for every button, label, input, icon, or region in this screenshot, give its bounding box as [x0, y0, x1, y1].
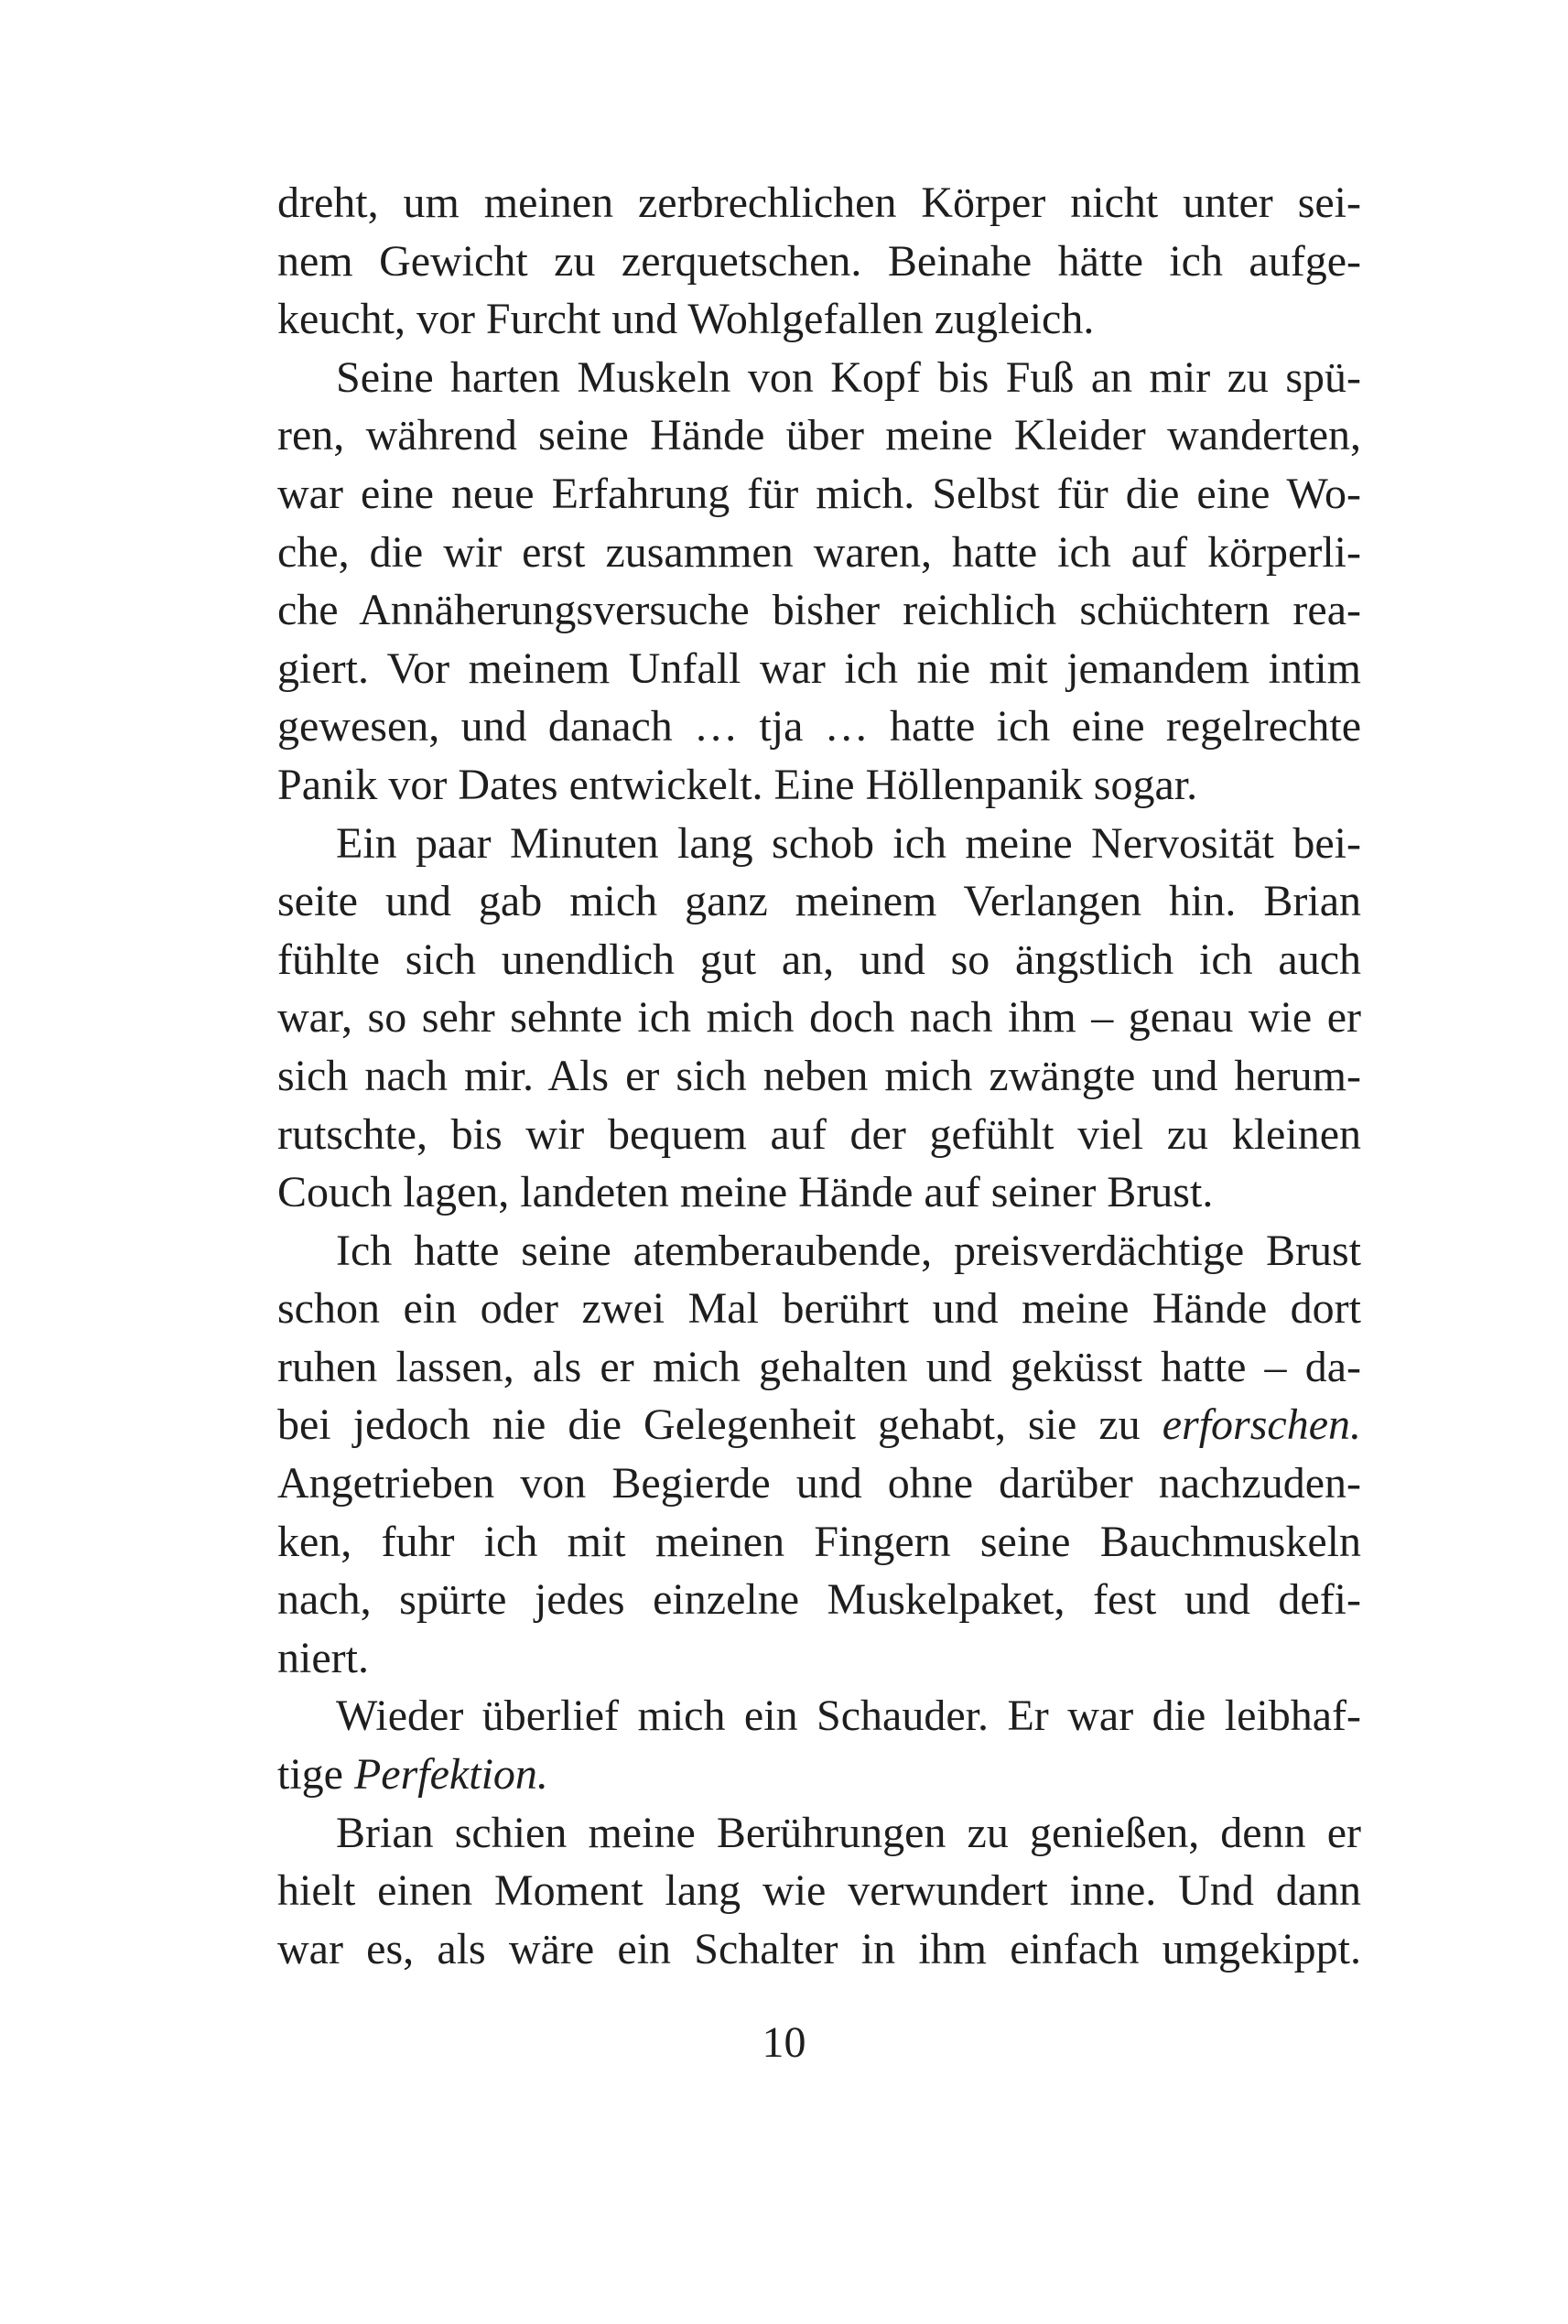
paragraph — [277, 349, 1361, 815]
page-number: 10 — [762, 2018, 806, 2067]
text-line: Ich hatte seine atemberaubende, preisverdächtige Brust — [336, 1226, 1361, 1275]
text-line: rutschte, bis wir bequem auf der gefühlt viel zu kleinen — [277, 1109, 1361, 1159]
paragraph — [277, 174, 1361, 349]
text-line: Panik vor Dates entwickelt. Eine Höllenpanik sogar. — [277, 760, 1198, 809]
body-text — [277, 174, 1361, 1978]
text-line: ken, fuhr ich mit meinen Fingern seine Bauchmuskeln — [277, 1517, 1361, 1566]
text-line: ren, während seine Hände über meine Kleider wanderten, — [277, 411, 1361, 460]
text-line: hielt einen Moment lang wie verwundert inne. Und dann — [277, 1866, 1361, 1916]
emphasis-text: erforschen. — [1162, 1400, 1361, 1450]
text-line: fühlte sich unendlich gut an, und so ängstlich ich auch — [277, 935, 1361, 984]
text-line: che, die wir erst zusammen waren, hatte ich auf körperli- — [277, 527, 1361, 577]
emphasis-text: Perfektion. — [353, 1750, 548, 1800]
text-line: che Annäherungsversuche bisher reichlich schüchtern rea- — [277, 586, 1361, 635]
text-line: war eine neue Erfahrung für mich. Selbst für die eine Wo- — [277, 469, 1361, 518]
paragraph — [277, 1687, 1361, 1803]
text-line: Ein paar Minuten lang schob ich meine Nervosität bei- — [336, 818, 1361, 868]
text-line: war es, als wäre ein Schalter in ihm einfach umgekippt. — [277, 1924, 1361, 1973]
text-line — [277, 1746, 1361, 1804]
text-line: sich nach mir. Als er sich neben mich zwängte und herum- — [277, 1051, 1361, 1100]
text-line: giert. Vor meinem Unfall war ich nie mit jemandem intim — [277, 643, 1361, 693]
text-line: gewesen, und danach … tja … hatte ich eine regelrechte — [277, 702, 1361, 751]
text-line: dreht, um meinen zerbrechlichen Körper nicht unter sei- — [277, 178, 1361, 227]
text-line-roman: tige — [277, 1750, 354, 1800]
text-line: nem Gewicht zu zerquetschen. Beinahe hätte ich aufge- — [277, 236, 1361, 286]
text-line-roman: bei jedoch nie die Gelegenheit gehabt, sie zu — [277, 1400, 1162, 1450]
text-line: war, so sehr sehnte ich mich doch nach ihm – genau wie er — [277, 993, 1361, 1043]
text-line: seite und gab mich ganz meinem Verlangen hin. Brian — [277, 877, 1361, 926]
text-line: nach, spürte jedes einzelne Muskelpaket, fest und defi- — [277, 1575, 1361, 1625]
text-line: niert. — [277, 1633, 369, 1682]
paragraph — [277, 1222, 1361, 1688]
paragraph — [277, 1804, 1361, 1979]
text-line: ruhen lassen, als er mich gehalten und geküsst hatte – da- — [277, 1342, 1361, 1391]
text-line: Angetrieben von Begierde und ohne darüber nachzuden- — [277, 1459, 1361, 1508]
text-line: Wieder überlief mich ein Schauder. Er war die leibhaf- — [336, 1692, 1361, 1741]
text-line — [277, 1396, 1361, 1454]
paragraph — [277, 815, 1361, 1222]
text-line: keucht, vor Furcht und Wohlgefallen zugleich. — [277, 295, 1095, 344]
text-line: Brian schien meine Berührungen zu genießen, denn er — [336, 1808, 1361, 1857]
text-line: schon ein oder zwei Mal berührt und meine Hände dort — [277, 1284, 1361, 1334]
text-line: Seine harten Muskeln von Kopf bis Fuß an mir zu spü- — [336, 352, 1361, 402]
text-line: Couch lagen, landeten meine Hände auf seiner Brust. — [277, 1168, 1214, 1217]
